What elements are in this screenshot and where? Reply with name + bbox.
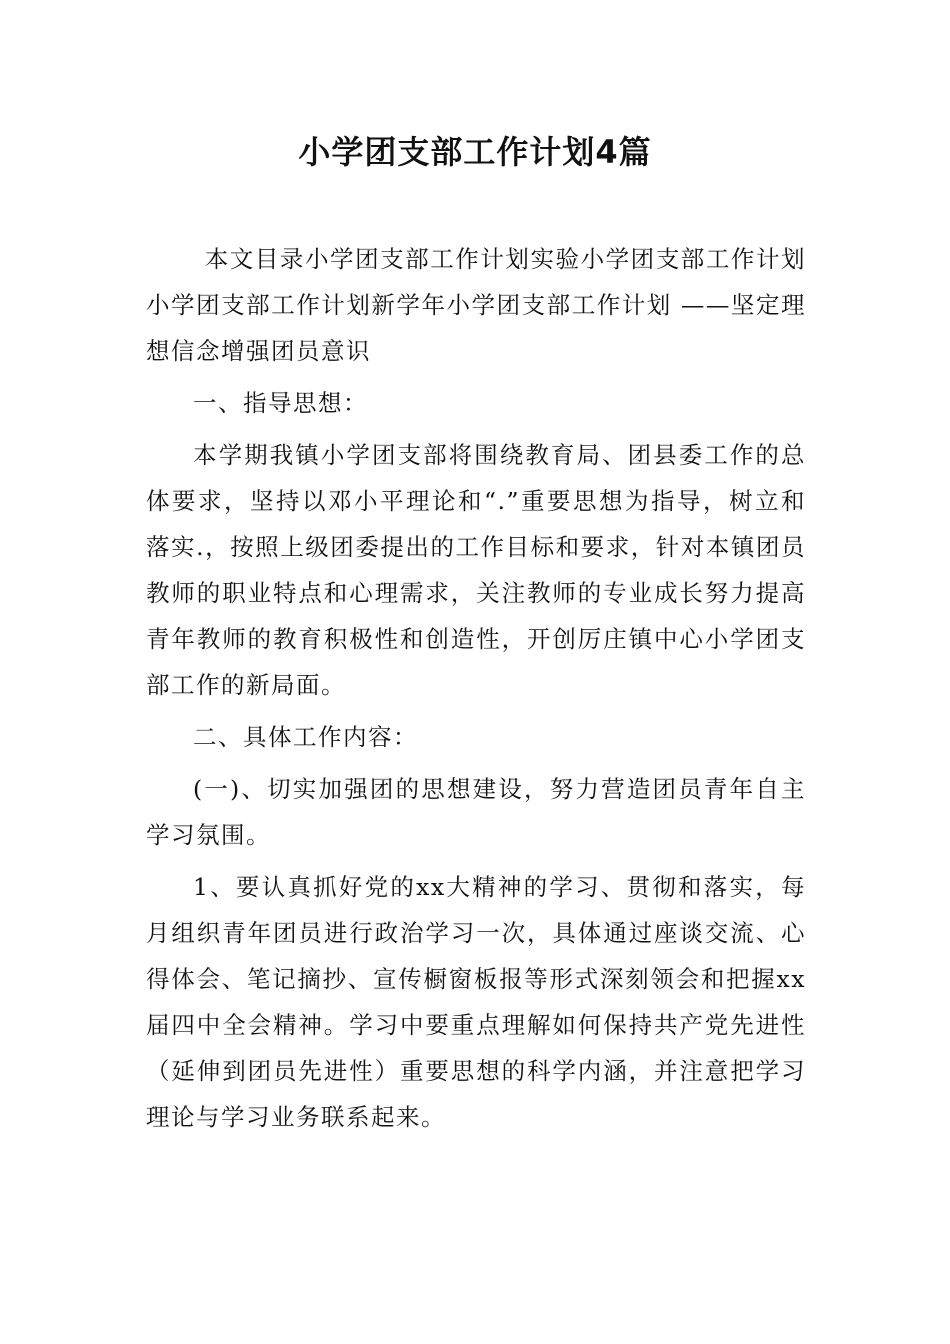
toc-paragraph: 本文目录小学团支部工作计划实验小学团支部工作计划小学团支部工作计划新学年小学团支部工作计划 ——坚定理想信念增强团员意识 xyxy=(146,245,806,365)
section-heading-work-content: 二、具体工作内容： xyxy=(193,723,418,751)
body-paragraph: 本学期我镇小学团支部将围绕教育局、团县委工作的总体要求，坚持以邓小平理论和“.”重要思想为指导，树立和落实.，按照上级团委提出的工作目标和要求，针对本镇团员教师的职业特点和心理需求，关注教师的专业成长努力提高青年教师的教育积极性和创造性，开创厉庄镇中心小学团支部工作的新局面。 xyxy=(146,441,806,699)
body-paragraph: 1、要认真抓好党的xx大精神的学习、贯彻和落实，每月组织青年团员进行政治学习一次，具体通过座谈交流、心得体会、笔记摘抄、宣传橱窗板报等形式深刻领会和把握xx届四中全会精神。学习中要重点理解如何保持共产党先进性（延伸到团员先进性）重要思想的科学内涵，并注意把学习理论与学习业务联系起来。 xyxy=(146,873,806,1131)
document-body xyxy=(146,236,806,1140)
section-heading-guiding-ideology: 一、指导思想： xyxy=(193,389,368,417)
document-title: 小学团支部工作计划4篇 xyxy=(298,133,652,171)
subsection-heading: (一)、切实加强团的思想建设，努力营造团员青年自主学习氛围。 xyxy=(146,775,806,849)
